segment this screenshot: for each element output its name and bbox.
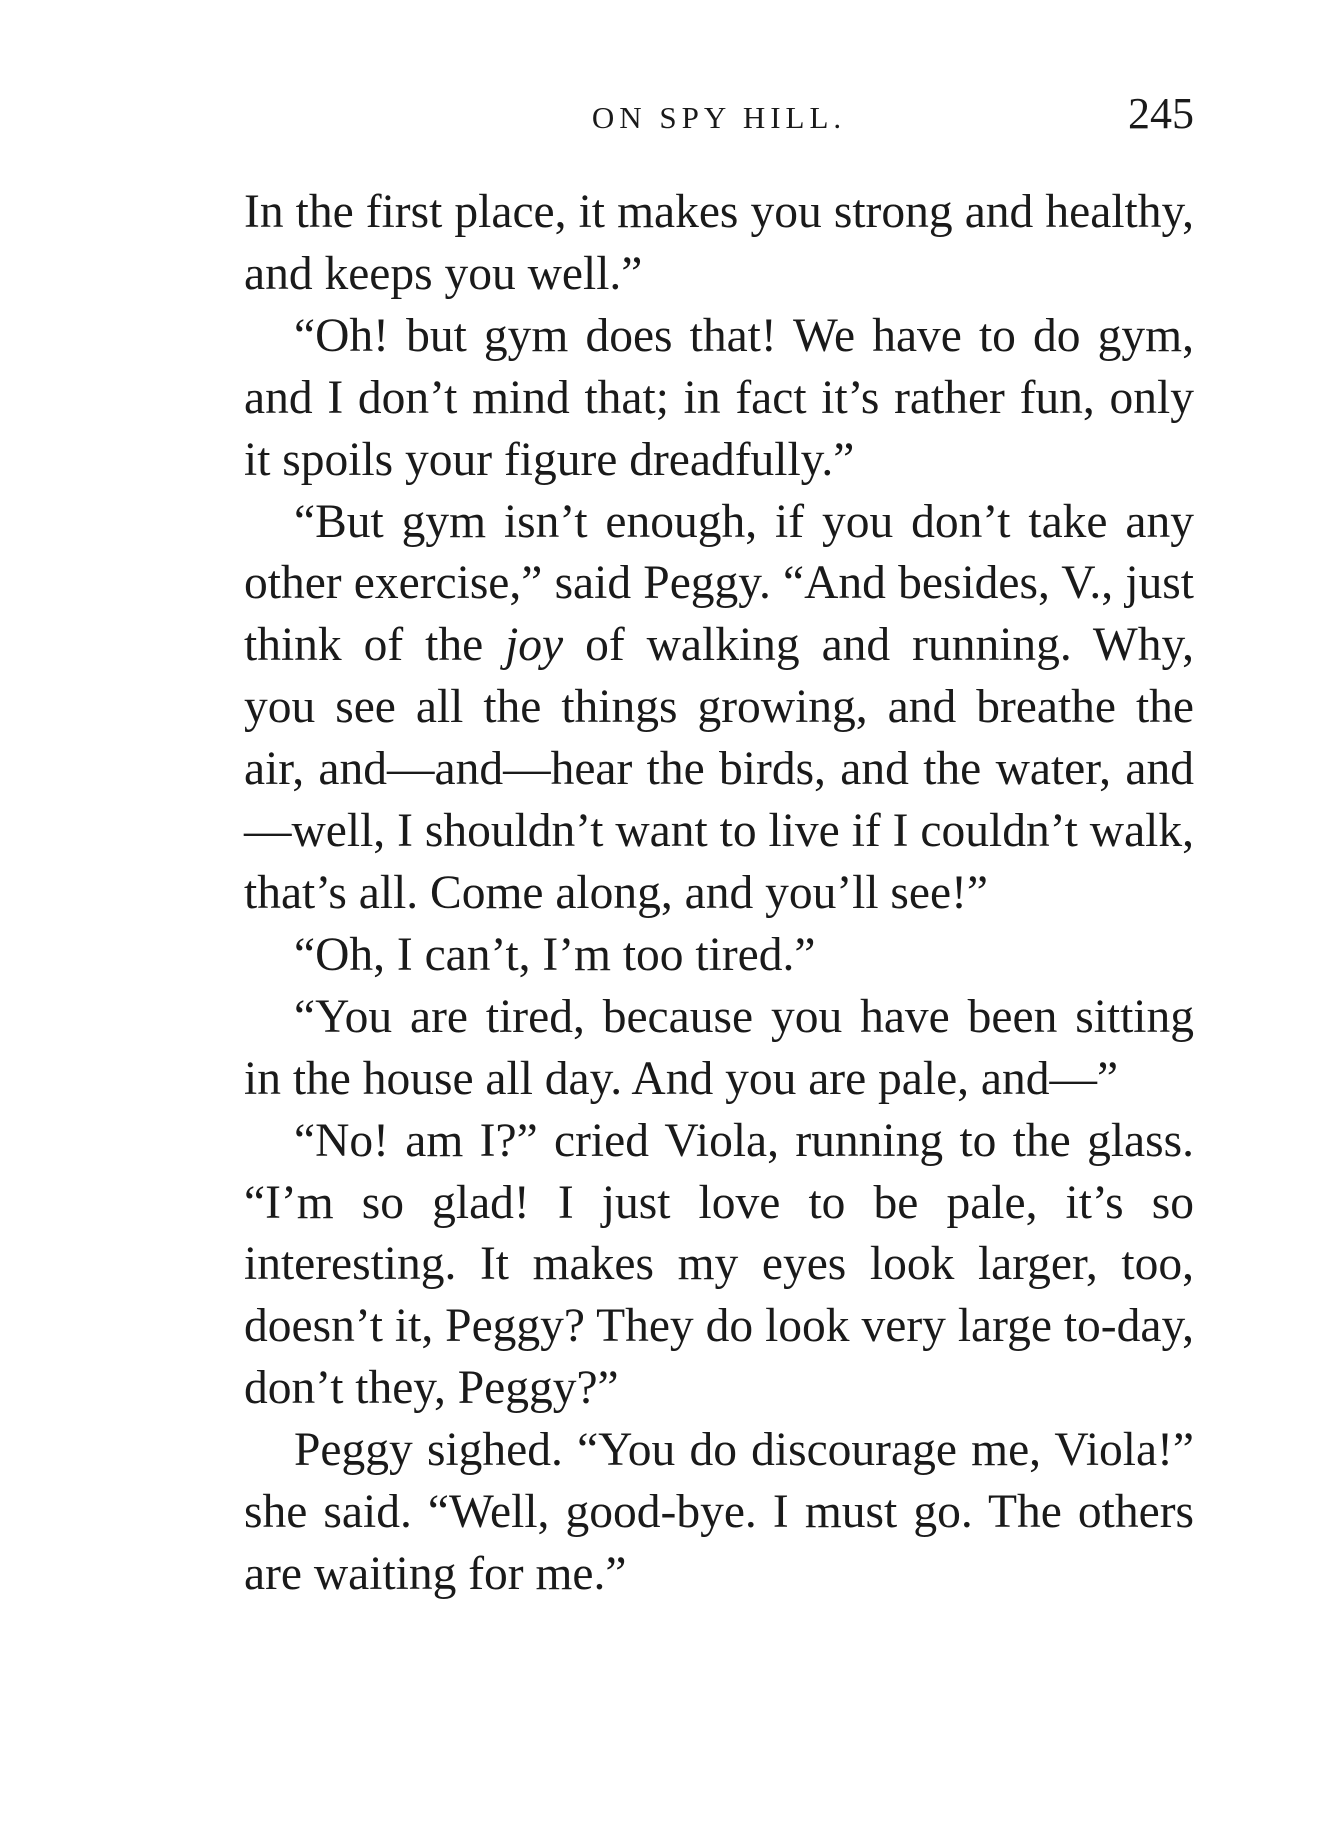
body-text (244, 182, 1194, 1606)
running-head (244, 88, 1194, 148)
running-title: ON SPY HILL. (591, 100, 847, 135)
paragraph-6: “No! am I?” cried Viola, running to the glass. “I’m so glad! I just love to be pale, it’s so interesting. It makes my eyes look larger, too, doesn’t it, Peggy? They do look very large to-day, don’t they, Peggy?” (244, 1114, 1194, 1415)
paragraph-5: “You are tired, because you have been sitting in the house all day. And you are pale, and—” (244, 990, 1194, 1105)
paragraph-1: In the first place, it makes you strong and healthy, and keeps you well.” (244, 186, 1194, 300)
paragraph-3-after: of walking and running. Why, you see all the things growing, and breathe the air, and—and—hear the birds, and the water, and—well, I shouldn’t want to live if I couldn’t walk, that’s all. Come along, and you’ll see!” (244, 619, 1194, 919)
paragraph-4: “Oh, I can’t, I’m too tired.” (294, 928, 816, 981)
paragraph-2: “Oh! but gym does that! We have to do gym, and I don’t mind that; in fact it’s rather fun, only it spoils your figure dreadfully.” (244, 309, 1194, 486)
paragraph-7: Peggy sighed. “You do discourage me, Viola!” she said. “Well, good-bye. I must go. The others are waiting for me.” (244, 1424, 1194, 1600)
emphasized-word: joy (505, 619, 564, 672)
paragraph-3 (244, 492, 1194, 925)
page-number: 245 (1128, 89, 1194, 138)
paragraph-3-before: “But gym isn’t enough, if you don’t take any other exercise,” said Peggy. “And besides, V., just think of the (244, 495, 1194, 672)
